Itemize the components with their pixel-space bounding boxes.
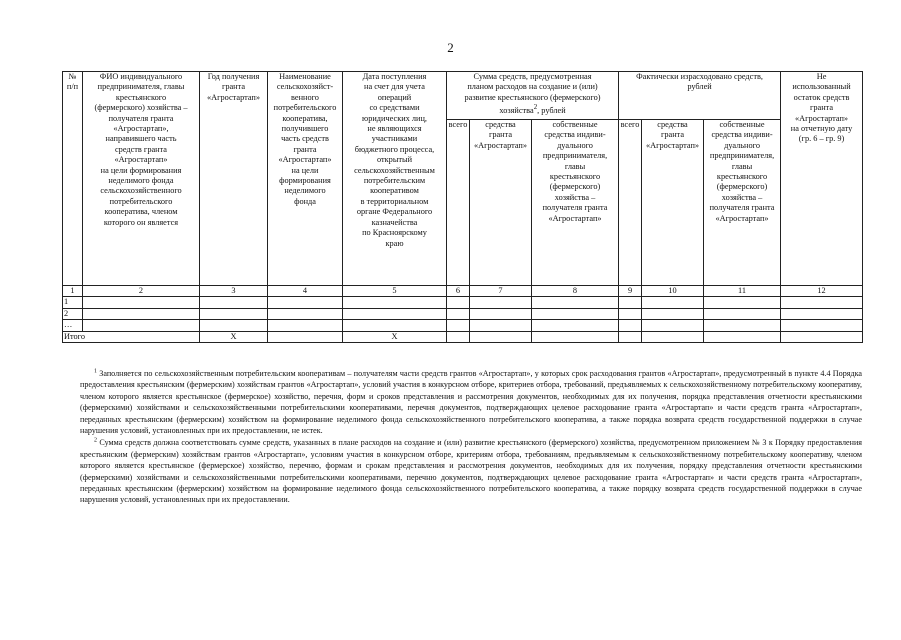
column-number: 7 [470,286,532,297]
header-unused-balance: Не использованный остаток средств гранта «Агростартап» на отчетную дату (гр. 6 – гр. 9) [781,72,863,286]
header-cooperative-name: Наименование сельскохозяйст- венного потребительского кооператива, получившего часть средств гранта «Агростартап» на цели формирования неделимого фонда [268,72,343,286]
column-number: 11 [704,286,781,297]
total-label: Итого [63,331,200,342]
table-row [63,308,863,319]
table-row [63,320,863,331]
footnote-2-text: Сумма средств должна соответствовать сумме средств, указанных в плане расходов на создание и (или) развитие крестьянского (фермерского) хозяйства, предусмотренном приложением № 3 к Порядку предоставления крестьянским (фермерским) хозяйствам грантов «Агростартап», условиям участия в конкурсном отборе, критериям отбора, требованиям, предъявляемым к сельскохозяйственному потребительскому кооперативу, членом которого является крестьянское (фермерское) хозяйство, перечню, формам и срокам представления и рассмотрения документов, необходимых для их получения, порядку представления отчетности крестьянскими (фермерскими) хозяйствами и сельскохозяйственными потребительскими кооперативами, перечню документов, подтверждающих целевое расходование гранта «Агростартап» и части средств гранта «Агростартап», переданных крестьянским (фермерским) хозяйством на формирование неделимого фонда сельскохозяйственного потребительского кооператива, а также порядку возврата средств государственной поддержки в случае нарушения условий, установленных при их предоставлении. [80,438,862,505]
footnotes [80,368,862,507]
header-planned-amount-tail: , рублей [537,105,566,115]
row-number: 1 [63,297,83,308]
grant-report-table [62,71,863,343]
column-number: 6 [447,286,470,297]
page-number: 2 [447,40,454,55]
footnote-2-marker: 2 [94,437,97,444]
footnote-ref-2: 2 [533,104,538,112]
table-row [63,297,863,308]
footnote-2 [80,437,862,505]
header-recipient-name: ФИО индивидуального предпринимателя, главы крестьянского (фермерского) хозяйства – получателя гранта «Агростартап», направившего часть средств гранта «Агростартап» на цели формирования неделимого фонда сельскохозяйственного потребительского кооператива, членом которого он является [83,72,200,286]
header-planned-amount-text: Сумма средств, предусмотренная планом расходов на создание и (или) развитие крестьянского (фермерского) хозяйства [464,72,601,115]
header-actual-spent: Фактически израсходовано средств, рублей [619,72,781,120]
header-row-number: № п/п [63,72,83,286]
header-actual-total: всего [619,120,642,286]
header-planned-own: собственные средства индиви- дуального предпринимателя, главы крестьянского (фермерского) хозяйства – получателя гранта «Агростартап» [532,120,619,286]
header-grant-year: Год получения гранта «Агростартап» [200,72,268,286]
column-number: 12 [781,286,863,297]
footnote-1 [80,368,862,436]
total-grant-year-x: Х [200,331,268,342]
column-number: 8 [532,286,619,297]
header-actual-grant: средства гранта «Агростартап» [642,120,704,286]
header-planned-grant: средства гранта «Агростартап» [470,120,532,286]
row-number: … [63,320,83,331]
column-number: 3 [200,286,268,297]
column-number: 10 [642,286,704,297]
column-number: 5 [343,286,447,297]
row-number: 2 [63,308,83,319]
column-number: 2 [83,286,200,297]
column-number: 9 [619,286,642,297]
header-actual-own: собственные средства индиви- дуального предпринимателя, главы крестьянского (фермерского) хозяйства – получателя гранта «Агростартап» [704,120,781,286]
total-receipt-date-x: Х [343,331,447,342]
header-planned-amount [447,72,619,120]
footnote-1-marker: 1 [94,368,97,375]
column-number: 4 [268,286,343,297]
column-number: 1 [63,286,83,297]
header-receipt-date: Дата поступления на счет для учета операций со средствами юридических лиц, не являющихся участниками бюджетного процесса, открытый сельскохозяйственным потребительским кооперативом в территориальном органе Федерального казначейства по Красноярскому краю [343,72,447,286]
total-row [63,331,863,342]
header-planned-total: всего [447,120,470,286]
footnote-1-text: Заполняется по сельскохозяйственным потребительским кооперативам – получателям части средств грантов «Агростартап», у которых срок расходования грантов «Агростартап», предусмотренный в пункте 4.4 Порядка предоставления крестьянским (фермерским) хозяйствам грантов «Агростартап», условий участия в конкурсном отборе, критериев отбора, требований, предъявляемых к сельскохозяйственному потребительскому кооперативу, членом которого является крестьянское (фермерское) хозяйство, перечня, форм и сроков представления и рассмотрения документов, необходимых для их получения, порядка представления отчетности крестьянскими (фермерскими) хозяйствами и сельскохозяйственными потребительскими кооперативами, перечня документов, подтверждающих целевое расходование гранта «Агростартап» и части средств гранта «Агростартап», переданных крестьянским (фермерским) хозяйством на формирование неделимого фонда сельскохозяйственного потребительского кооператива, а также порядка возврата средств государственной поддержки в случае нарушения условий, установленных при их предоставлении, не истек. [80,369,862,436]
column-number-row [63,286,863,297]
